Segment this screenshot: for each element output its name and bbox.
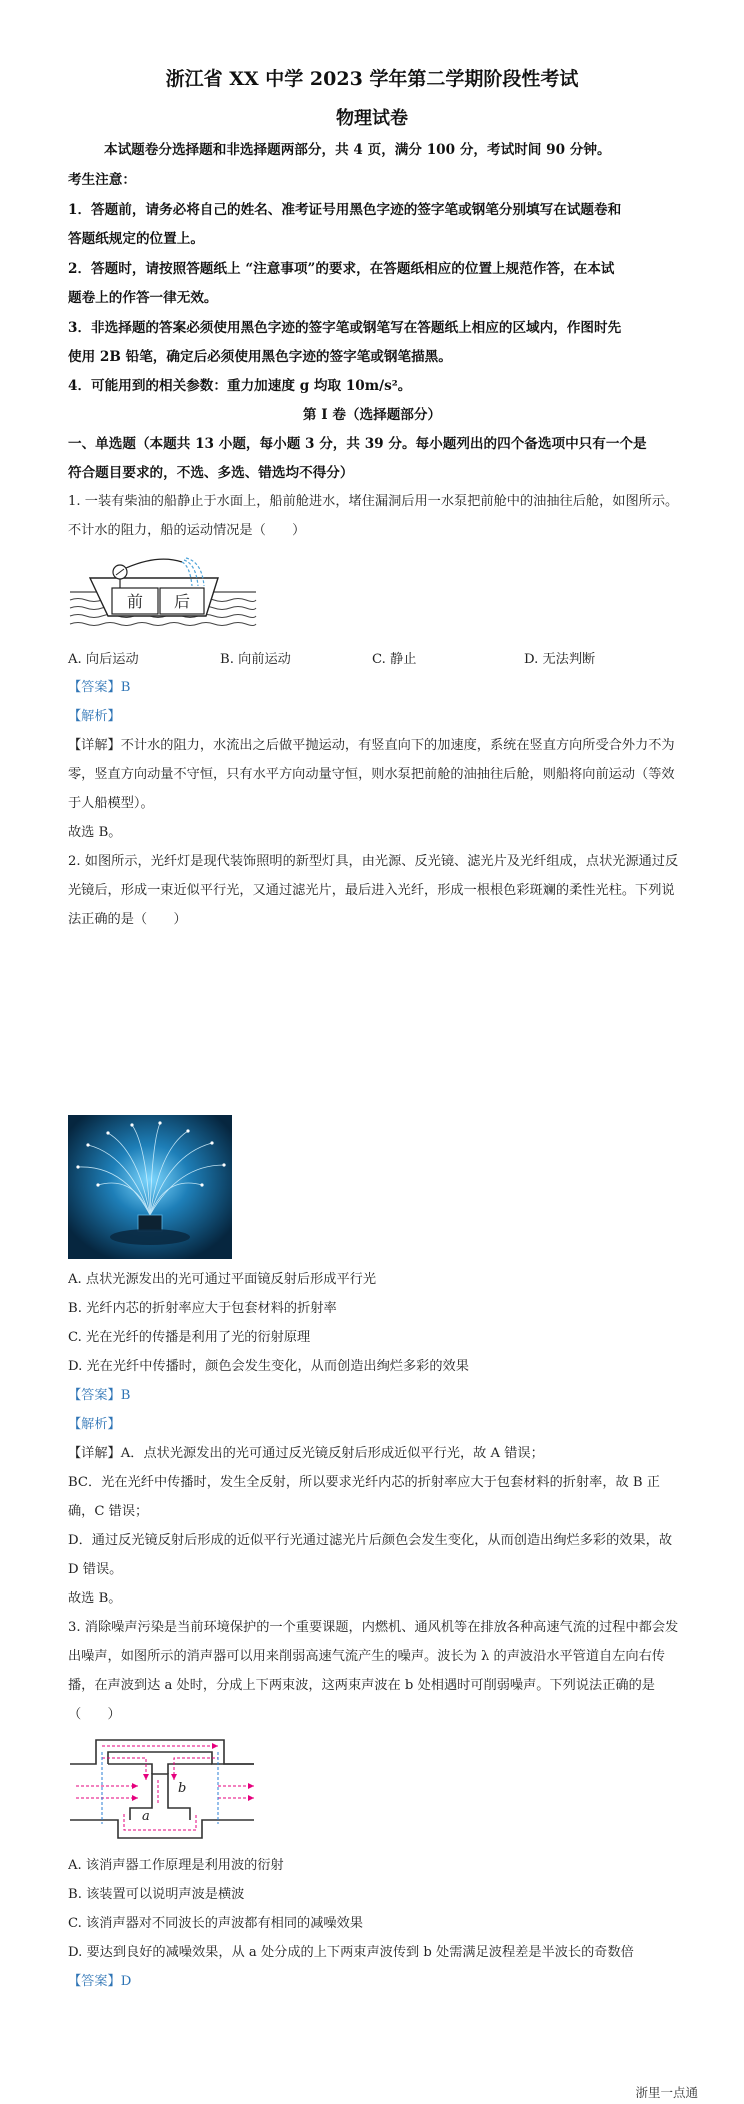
q2-fiber-lamp-photo	[68, 1115, 232, 1259]
q1-fig-back-label: 后	[174, 592, 191, 611]
notice-item-1-cont: 答题纸规定的位置上。	[68, 231, 204, 247]
q3-stem-line1: 3. 消除噪声污染是当前环境保护的一个重要课题，内燃机、通风机等在排放各种高速气流的过程中都会发	[68, 1620, 679, 1635]
q3-fig-label-a: a	[142, 1809, 150, 1824]
section-title: 第 I 卷（选择题部分）	[302, 407, 442, 423]
q2-detail-line3: 确，C 错误；	[68, 1504, 149, 1519]
q3-answer: 【答案】D	[68, 1974, 132, 1989]
q2-detail-line2: BC．光在光纤中传播时，发生全反射，所以要求光纤内芯的折射率应大于包套材料的折射率，故 B 正	[68, 1475, 660, 1490]
q1-answer: 【答案】B	[68, 680, 131, 695]
q1-option-b: B. 向前运动	[220, 652, 291, 667]
notice-item-2-cont: 题卷上的作答一律无效。	[68, 290, 218, 306]
q1-option-c: C. 静止	[372, 652, 417, 667]
q3-option-b: B. 该装置可以说明声波是横波	[68, 1887, 245, 1902]
q3-fig-label-b: b	[178, 1781, 187, 1796]
q2-conclusion: 故选 B。	[68, 1591, 122, 1606]
q2-option-c: C. 光在光纤的传播是利用了光的衍射原理	[68, 1330, 311, 1345]
q1-option-a: A. 向后运动	[68, 652, 139, 667]
part1-heading-cont: 符合题目要求的，不选、多选、错选均不得分）	[68, 465, 354, 481]
q2-stem-line1: 2. 如图所示，光纤灯是现代装饰照明的新型灯具，由光源、反光镜、滤光片及光纤组成，点状光源通过反	[68, 854, 679, 869]
part1-heading: 一、单选题（本题共 13 小题，每小题 3 分，共 39 分。每小题列出的四个备选项中只有一个是	[68, 436, 647, 452]
notice-item-3-cont: 使用 2B 铅笔，确定后必须使用黑色字迹的签字笔或钢笔描黑。	[68, 349, 452, 365]
q2-option-a: A. 点状光源发出的光可通过平面镜反射后形成平行光	[68, 1272, 377, 1287]
q3-stem-line3: 播，在声波到达 a 处时，分成上下两束波，这两束声波在 b 处相遇时可削弱噪声。下列说法正确的是	[68, 1678, 655, 1693]
q1-detail-line2: 零，竖直方向动量不守恒，只有水平方向动量守恒，则水泵把前舱的油抽往后舱，则船将向前运动（等效	[68, 767, 675, 782]
exam-subtitle: 物理试卷	[336, 108, 408, 129]
q3-option-a: A. 该消声器工作原理是利用波的衍射	[68, 1858, 284, 1873]
notice-intro: 本试题卷分选择题和非选择题两部分，共 4 页，满分 100 分，考试时间 90 分钟。	[104, 142, 611, 158]
q2-analysis-label: 【解析】	[68, 1417, 121, 1432]
q3-stem-line4: （ ）	[68, 1707, 121, 1722]
notice-heading: 考生注意：	[68, 172, 136, 188]
q2-stem-line2: 光镜后，形成一束近似平行光，又通过滤光片，最后进入光纤，形成一根根色彩斑斓的柔性光柱。下列说	[68, 883, 675, 898]
notice-item-2: 2．答题时，请按照答题纸上 “注意事项”的要求，在答题纸相应的位置上规范作答，在本试	[68, 261, 615, 277]
q3-silencer-figure	[68, 1734, 258, 1844]
q2-stem-line3: 法正确的是（ ）	[68, 912, 187, 927]
q3-stem-line2: 出噪声，如图所示的消声器可以用来削弱高速气流产生的噪声。波长为 λ 的声波沿水平管道自左向右传	[68, 1649, 665, 1664]
q2-answer: 【答案】B	[68, 1388, 131, 1403]
footer-watermark: 浙里一点通	[635, 2085, 698, 2100]
q1-fig-front-label: 前	[127, 592, 144, 611]
q1-detail-line3: 于人船模型）。	[68, 796, 154, 811]
q2-detail-line5: D 错误。	[68, 1562, 123, 1577]
notice-item-4: 4．可能用到的相关参数：重力加速度 g 均取 10m/s²。	[68, 378, 412, 394]
q1-conclusion: 故选 B。	[68, 825, 122, 840]
q1-stem-line1: 1. 一装有柴油的船静止于水面上，船前舱进水，堵住漏洞后用一水泵把前舱中的油抽往后舱，如图所示。	[68, 494, 679, 509]
exam-title: 浙江省 XX 中学 2023 学年第二学期阶段性考试	[165, 68, 579, 90]
q1-stem-line2: 不计水的阻力，船的运动情况是（ ）	[68, 523, 306, 538]
q3-option-d: D. 要达到良好的减噪效果，从 a 处分成的上下两束声波传到 b 处需满足波程差是半波长的奇数倍	[68, 1945, 634, 1960]
q1-analysis-label: 【解析】	[68, 709, 121, 724]
notice-item-1: 1．答题前，请务必将自己的姓名、准考证号用黑色字迹的签字笔或钢笔分别填写在试题卷和	[68, 202, 622, 218]
notice-item-3: 3．非选择题的答案必须使用黑色字迹的签字笔或钢笔写在答题纸上相应的区域内，作图时先	[68, 320, 622, 336]
q2-detail-line4: D．通过反光镜反射后形成的近似平行光通过滤光片后颜色会发生变化，从而创造出绚烂多彩的效果，故	[68, 1533, 673, 1548]
q2-option-b: B. 光纤内芯的折射率应大于包套材料的折射率	[68, 1301, 337, 1316]
q1-option-d: D. 无法判断	[524, 652, 596, 667]
q2-option-d: D. 光在光纤中传播时，颜色会发生变化，从而创造出绚烂多彩的效果	[68, 1359, 469, 1374]
q1-boat-figure	[68, 550, 258, 638]
q2-detail-line1: 【详解】A．点状光源发出的光可通过反光镜反射后形成近似平行光，故 A 错误；	[68, 1446, 544, 1461]
q1-detail-line1: 【详解】不计水的阻力，水流出之后做平抛运动，有竖直向下的加速度，系统在竖直方向所受合外力不为	[68, 738, 675, 753]
q3-option-c: C. 该消声器对不同波长的声波都有相同的减噪效果	[68, 1916, 363, 1931]
